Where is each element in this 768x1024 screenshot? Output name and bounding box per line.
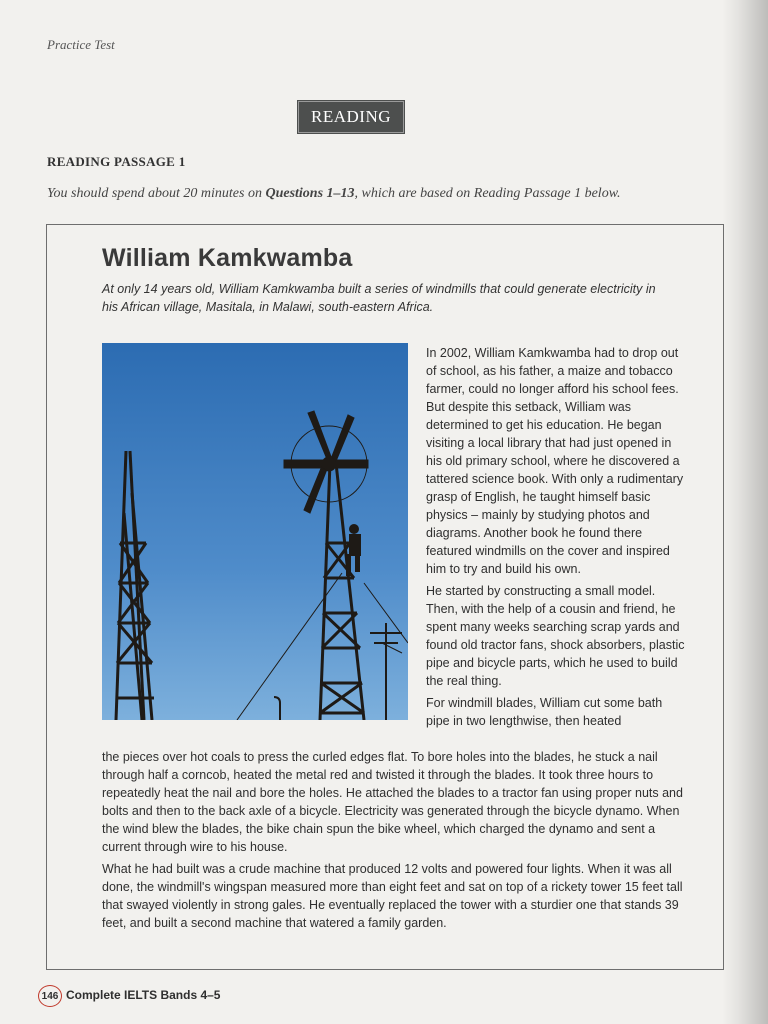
windmill-photo [102, 343, 408, 720]
page-number-badge: 146 [38, 985, 62, 1007]
instruction-before: You should spend about 20 minutes on [47, 186, 266, 201]
body-paragraph: the pieces over hot coals to press the curled edges flat. To bore holes into the blades, he stuck a nail through half a corncob, heated the metal red and twisted it through the blades. It took three hours to repeatedly heat the nail and bore the holes. He attached the blades to a tractor fan using proper nuts and bolts and then to the back axle of a bicycle. Electricity was generated through the bicycle dynamo. When the wind blew the blades, the bike chain spun the bike wheel, which charged the dynamo and sent a current through wire to his house. [102, 750, 683, 854]
instruction-after: , which are based on Reading Passage 1 below. [354, 186, 621, 201]
article-subtitle: At only 14 years old, William Kamkwamba built a series of windmills that could generate electricity in his African village, Masitala, in Malawi, south-eastern Africa. [102, 282, 656, 314]
page-fold-shadow [722, 0, 768, 1024]
full-width-text [102, 748, 688, 936]
instruction-questions: Questions 1–13 [265, 186, 355, 201]
body-paragraph: What he had built was a crude machine that produced 12 volts and powered four lights. When it was all done, the windmill's wingspan measured more than eight feet and sat on top of a rickety tower 15 feet tall that swayed violently in strong gales. He eventually replaced the tower with a sturdier one that stands 39 feet, and built a second machine that watered a family garden. [102, 862, 683, 930]
column-paragraph: For windmill blades, William cut some bath pipe in two lengthwise, then heated [426, 696, 663, 728]
running-header: Practice Test [47, 37, 115, 52]
text-column [426, 344, 688, 734]
passage-heading: READING PASSAGE 1 [47, 154, 186, 169]
section-banner: READING [298, 101, 404, 133]
column-paragraph: He started by constructing a small model. Then, with the help of a cousin and friend, he spent many weeks searching scrap yards and found old tractor fans, shock absorbers, plastic pipe and bicycle parts, which he used to build the real thing. [426, 584, 685, 688]
book-title: Complete IELTS Bands 4–5 [66, 988, 221, 1002]
instruction-text [47, 186, 621, 202]
article-title: William Kamkwamba [102, 244, 353, 272]
column-paragraph: In 2002, William Kamkwamba had to drop out of school, as his father, a maize and tobacco farmer, could no longer afford his school fees. But despite this setback, William was determined to get his education. He began visiting a local library that had just opened in his old primary school, where he discovered a tattered science book. With only a rudimentary grasp of English, he taught himself basic physics – mainly by studying photos and diagrams. Another book he found there featured windmills on the cover and inspired him to try and build his own. [426, 346, 684, 576]
